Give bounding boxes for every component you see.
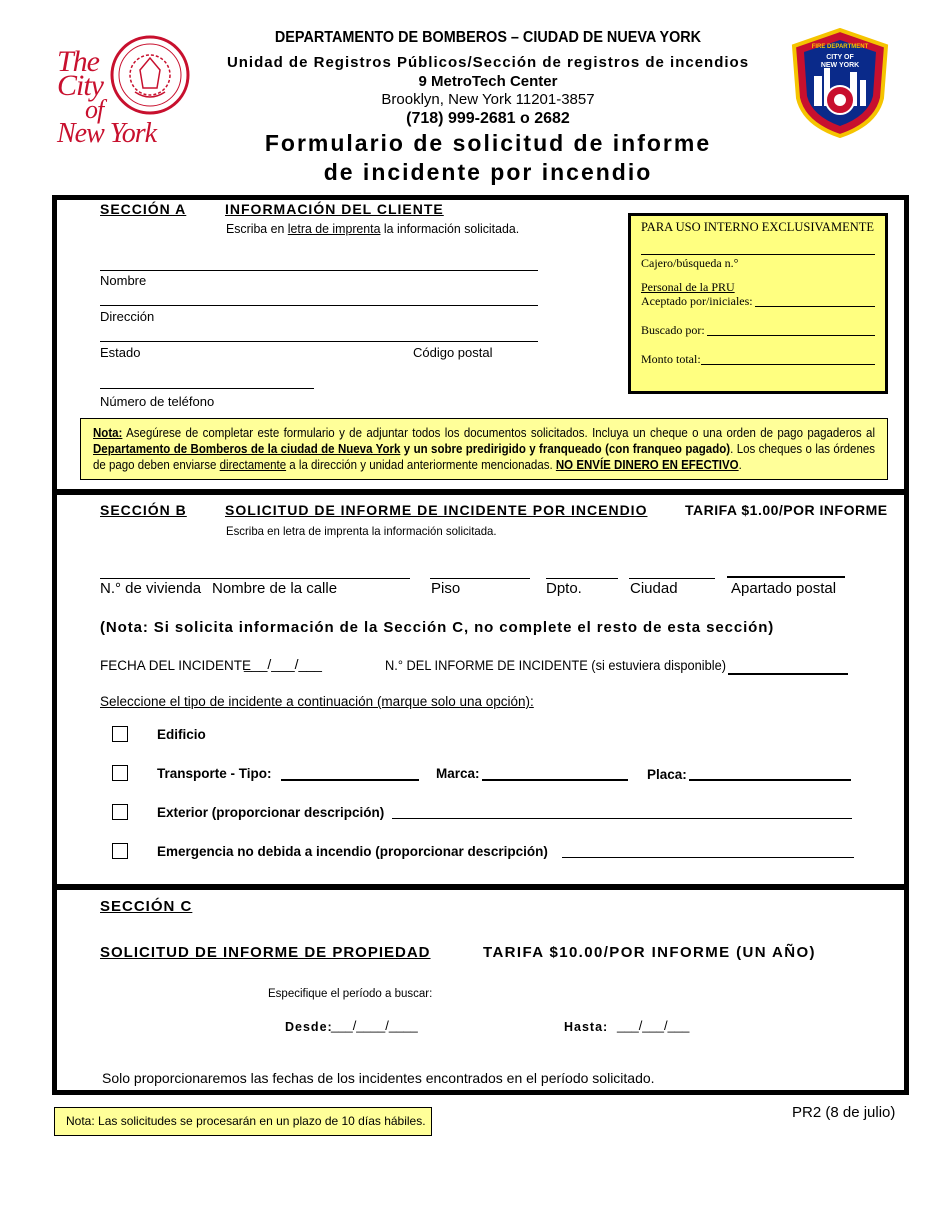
unit-name: Unidad de Registros Públicos/Sección de registros de incendios <box>226 54 750 71</box>
searched-by-label: Buscado por: <box>641 323 705 337</box>
name-input-line[interactable] <box>100 270 538 271</box>
total-label: Monto total: <box>641 352 701 366</box>
plate-input-line[interactable] <box>689 779 851 781</box>
option-emergency-label: Emergencia no debida a incendio (proporcionar descripción) <box>157 844 548 859</box>
processing-note: Nota: Las solicitudes se procesarán en un plazo de 10 días hábiles. <box>54 1107 432 1136</box>
instruction-underlined: letra de imprenta <box>287 221 381 236</box>
floor-label: Piso <box>431 580 461 597</box>
section-c-footer-note: Solo proporcionaremos las fechas de los incidentes encontrados en el período solicitado. <box>102 1070 655 1086</box>
from-date-input[interactable]: ___/____/____ <box>331 1018 418 1033</box>
floor-input-line[interactable] <box>430 578 530 579</box>
checkbox-building[interactable] <box>112 726 128 742</box>
instruction-pre: Escriba en <box>226 221 288 236</box>
apt-input-line[interactable] <box>546 578 618 579</box>
phone-number: (718) 999-2681 o 2682 <box>406 110 570 127</box>
plate-label: Placa: <box>647 767 687 782</box>
state-label: Estado <box>100 345 141 360</box>
incident-type-prompt: Seleccione el tipo de incidente a continuación (marque solo una opción): <box>100 694 534 709</box>
report-number-input-line[interactable] <box>728 673 848 675</box>
section-a-instruction <box>226 221 519 236</box>
form-title-line-1: Formulario de solicitud de informe <box>264 130 712 156</box>
instruction-post: la información solicitada. <box>380 221 520 236</box>
cashier-label: Cajero/búsqueda n.° <box>641 256 739 270</box>
searched-by-line[interactable] <box>707 335 875 336</box>
fdny-arc-text: FIRE DEPARTMENT <box>811 44 869 50</box>
logo-text-the: The <box>57 45 99 78</box>
checkbox-emergency[interactable] <box>112 843 128 859</box>
to-label: Hasta: <box>564 1020 609 1034</box>
total-line[interactable] <box>701 364 875 365</box>
city-label: Ciudad <box>630 580 678 597</box>
option-transport-label: Transporte - Tipo: <box>157 766 272 781</box>
address-input-line[interactable] <box>100 305 538 306</box>
pobox-label: Apartado postal <box>731 580 837 597</box>
section-b-note: (Nota: Si solicita información de la Sección C, no complete el resto de esta sección) <box>100 619 775 636</box>
street-label: Nombre de la calle <box>212 580 338 597</box>
logo-text-city: City <box>57 69 103 102</box>
make-label: Marca: <box>436 766 480 781</box>
section-a-heading: INFORMACIÓN DEL CLIENTE <box>225 201 444 217</box>
section-b-label: SECCIÓN B <box>100 502 187 518</box>
note-label: Nota: <box>93 426 123 440</box>
make-input-line[interactable] <box>482 779 628 781</box>
internal-use-title: PARA USO INTERNO EXCLUSIVAMENTE <box>641 220 875 234</box>
address-line-1: 9 MetroTech Center <box>418 73 558 90</box>
section-b-box <box>52 490 909 889</box>
apt-label: Dpto. <box>546 580 582 597</box>
pru-staff-label: Personal de la PRU <box>641 280 735 294</box>
form-id: PR2 (8 de julio) <box>792 1104 896 1121</box>
fdny-logo <box>790 28 890 138</box>
note-directly: directamente <box>219 458 287 472</box>
section-c-box <box>52 885 909 1095</box>
checkbox-transport[interactable] <box>112 765 128 781</box>
incident-date-label: FECHA DEL INCIDENTE <box>100 658 252 673</box>
note-no-cash: NO ENVÍE DINERO EN EFECTIVO <box>555 458 739 472</box>
fdny-city-of: CITY OF <box>826 54 854 61</box>
note-text-4: . Los cheques o las órdenes de pago deben enviarse <box>93 442 875 472</box>
transport-type-input-line[interactable] <box>281 779 419 781</box>
phone-input-line[interactable] <box>100 388 314 389</box>
note-fdny: Departamento de Bomberos de la ciudad de Nueva York <box>93 442 401 456</box>
accepted-by-line[interactable] <box>755 306 875 307</box>
section-a-label: SECCIÓN A <box>100 201 187 217</box>
pobox-input-line[interactable] <box>727 576 845 578</box>
department-name: DEPARTAMENTO DE BOMBEROS – CIUDAD DE NUEVA YORK <box>274 29 702 46</box>
option-building-label: Edificio <box>157 727 206 742</box>
internal-top-line[interactable] <box>641 254 875 255</box>
section-b-instruction: Escriba en letra de imprenta la información solicitada. <box>226 524 497 538</box>
section-c-label: SECCIÓN C <box>100 898 193 915</box>
accepted-by-label: Aceptado por/iniciales: <box>641 294 753 308</box>
city-input-line[interactable] <box>629 578 715 579</box>
name-label: Nombre <box>100 273 147 288</box>
report-number-label: N.° DEL INFORME DE INCIDENTE (si estuviera disponible) <box>385 658 727 673</box>
form-title-line-2: de incidente por incendio <box>323 159 653 185</box>
note-envelope: y un sobre predirigido y franqueado (con franqueo pagado) <box>400 442 731 456</box>
phone-label: Número de teléfono <box>100 394 215 409</box>
from-label: Desde: <box>285 1020 333 1034</box>
address-label: Dirección <box>100 309 155 324</box>
note-text-6: a la dirección y unidad anteriormente mencionadas. <box>286 458 556 472</box>
house-street-input-line[interactable] <box>100 578 410 579</box>
logo-text-new-york: New York <box>57 118 157 149</box>
fdny-new-york: NEW YORK <box>820 62 860 69</box>
exterior-description-line[interactable] <box>392 818 852 819</box>
period-prompt: Especifique el período a buscar: <box>268 988 433 1000</box>
checkbox-exterior[interactable] <box>112 804 128 820</box>
section-c-fee: TARIFA $10.00/POR INFORME (UN AÑO) <box>483 944 816 961</box>
state-zip-input-line[interactable] <box>100 341 538 342</box>
section-a-note <box>80 418 888 480</box>
note-text-8: . <box>738 458 742 472</box>
section-b-fee: TARIFA $1.00/POR INFORME <box>685 502 888 518</box>
section-c-heading: SOLICITUD DE INFORME DE PROPIEDAD <box>100 944 431 961</box>
option-exterior-label: Exterior (proporcionar descripción) <box>157 805 385 820</box>
to-date-input[interactable]: ___/___/___ <box>617 1018 690 1033</box>
internal-use-box <box>628 213 888 394</box>
note-text-1: Asegúrese de completar este formulario y de adjuntar todos los documentos solicitados. Incluya un cheque o una orden de pago pagaderos al <box>122 426 876 440</box>
zip-label: Código postal <box>413 345 493 360</box>
house-label: N.° de vivienda <box>100 580 202 597</box>
logo-text-of: of <box>85 95 104 124</box>
incident-date-input[interactable]: ___/___/___ <box>244 656 322 672</box>
section-b-heading: SOLICITUD DE INFORME DE INCIDENTE POR INCENDIO <box>225 502 648 518</box>
address-line-2: Brooklyn, New York 11201-3857 <box>381 91 595 108</box>
emergency-description-line[interactable] <box>562 857 854 858</box>
